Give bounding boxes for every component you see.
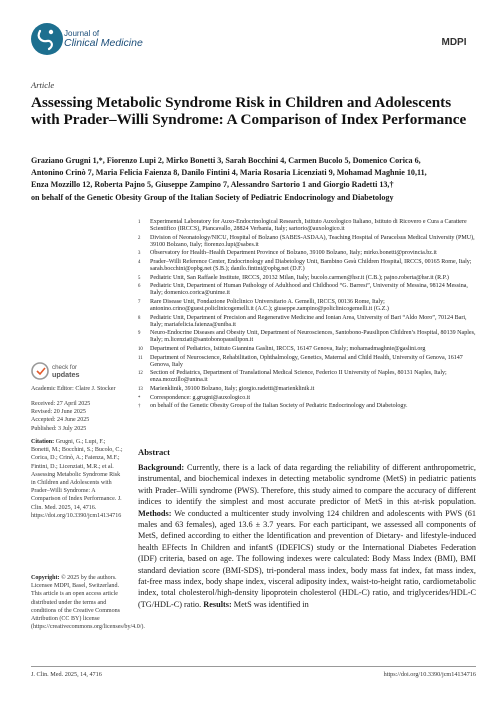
affiliation-number: 6 [138, 284, 141, 290]
affiliation-item [138, 403, 478, 410]
affiliation-item [138, 330, 478, 344]
check-updates-text-1: check for [52, 364, 78, 371]
affiliation-text: Prader–Willi Reference Center, Endocrinology and Diabetology Unit, Bambino Gesù Children Hospital, IRCCS, 00165 Rome, Italy; sarah.bocchini@opbg.net (S.B.); danilo.fintini@opbg.net (D.F.) [150, 258, 472, 273]
affiliation-item [138, 235, 478, 249]
article-title: Assessing Metabolic Syndrome Risk in Children and Adolescents with Prader–Willi Syndrome: A Comparison of Index Performance [31, 94, 467, 128]
affiliation-text: Correspondence: g.grugni@auxologico.it [150, 394, 251, 401]
copyright-block [31, 574, 145, 631]
footer-journal-ref: J. Clin. Med. 2025, 14, 4716 [31, 671, 102, 678]
affiliation-number: 11 [138, 355, 143, 361]
affiliation-text: Pediatric Unit, San Raffaele Institute, IRCCS, 20132 Milan, Italy; bucolo.carmen@hsr.it (C.B.); pajno.roberta@hsr.it (R.P.) [150, 274, 449, 281]
affiliation-text: Rare Disease Unit, Fondazione Policlinico Universitario A. Gemelli, IRCCS, 00136 Rome, Italy; antonino.crino@guest.policlinicogemelli.it (A.C.); giuseppe.zampino@policlinicogemelli.it (G.Z.) [150, 298, 389, 313]
affiliation-number: 3 [138, 251, 141, 257]
affiliation-number: 4 [138, 259, 141, 265]
copyright-text: © 2025 by the authors. Licensee MDPI, Basel, Switzerland. This article is an open access article distributed under the terms and conditions of the Creative Commons Attribution (CC BY) license (https://creativecommons.org/licenses/by/4.0/). [31, 575, 145, 631]
affiliation-item [138, 370, 478, 384]
footer-divider [31, 666, 476, 667]
methods-label: Methods: [138, 508, 172, 518]
affiliation-item [138, 283, 478, 297]
author-line-1[interactable]: Graziano Grugni 1,*, Fiorenzo Lupi 2, Mirko Bonetti 3, Sarah Bocchini 4, Carmen Bucolo 5, Domenico Corica 6, [31, 156, 421, 165]
affiliation-item [138, 259, 478, 273]
article-type: Article [31, 80, 55, 90]
affiliation-text: Experimental Laboratory for Auxo-Endocrinological Research, Istituto Auxologico Italiano, Istituto di Ricovero e Cura a Carattere Scientifico (IRCCS), Piancavallo, 28824 Verbania, Italy; sartorio@auxologico.it [150, 219, 467, 233]
affiliation-text: Section of Pediatrics, Department of Translational Medical Science, Federico II University of Naples, 80131 Naples, Italy; enza.mozzillo@unina.it [150, 370, 447, 384]
copyright-label: Copyright: [31, 575, 60, 581]
affiliation-text: Marienklinik, 39100 Bolzano, Italy; giorgio.radetti@marienklinik.it [150, 385, 315, 392]
affiliation-item [138, 395, 478, 402]
affiliation-number: 1 [138, 220, 141, 225]
affiliation-text: Division of Neonatology/NICU, Hospital of Bolzano (SABES-ASDAA), Teaching Hospital of Paracelsus Medical University (PMU), 39100 Bolzano, Italy; fiorenzo.lupi@sabes.it [150, 234, 475, 248]
affiliation-item [138, 299, 478, 313]
affiliation-item [138, 219, 478, 233]
published-date: Published: 3 July 2025 [31, 425, 87, 432]
affiliation-text: Observatory for Health–Health Department Province of Bolzano, 39100 Bolzano, Italy; mirko.bonetti@provincia.bz.it [150, 250, 437, 257]
methods-text: We conducted a multicenter study involving 124 children and adolescents with PWS (61 males and 63 females), aged 13.6 ± 3.7 years. For each participant, we assessed all components of MetS, defined according to either the Identification and prevention of Dietary- and lifestyle-induced health EFfects In Children and infantS (IDEFICS) study or the International Diabetes Federation (IDF) criteria, based on age. The following indexes were calculated: Body Mass Index (BMI), BMI standard deviation score (BMI-SDS), tri-ponderal mass index, body mass fat index, fat mass index, fat-free mass index, body shape index, visceral adiposity index, waist-to-height ratio, cardiometabolic index, total cholesterol/high-density lipoprotein cholesterol (HDL-C) ratio, and triglycerides/HDL-C (TG/HDL-C) ratio. [138, 508, 476, 609]
affiliation-item [138, 346, 478, 353]
journal-name [64, 30, 143, 49]
affiliation-number: † [138, 404, 141, 410]
affiliation-number: 12 [138, 371, 143, 377]
check-for-updates-badge[interactable] [31, 360, 111, 382]
abstract-heading: Abstract [138, 447, 170, 457]
affiliation-text: Department of Pediatrics, Istituto Giannina Gaslini, IRCCS, 16147 Genova, Italy; mohamadmaghnie@gaslini.org [150, 346, 426, 353]
affiliation-text: on behalf of the Genetic Obesity Group of the Italian Society of Pediatric Endocrinology and Diabetology. [150, 403, 408, 410]
affiliation-item [138, 315, 478, 329]
journal-name-line1: Journal of [64, 29, 100, 38]
background-text: Currently, there is a lack of data regarding the reliability of different anthropometric, instrumental, and biochemical indexes in detecting metabolic syndrome (MetS) in pediatric patients with Prader–Willi syndrome (PWS). Therefore, this study aimed to compare the accuracy of different indices to identify the simplest and most accurate predictor of MetS in this at-risk population. [138, 463, 476, 507]
affiliation-number: 10 [138, 347, 143, 353]
author-list [31, 155, 476, 204]
accepted-date: Accepted: 24 June 2025 [31, 417, 90, 424]
citation-text[interactable]: Grugni, G.; Lupi, F.; Bonetti, M.; Bocchini, S.; Bucolo, C.; Corica, D.; Crinò, A.; Faienza, M.F.; Fintini, D.; Licenziati, M.R.; et al. Assessing Metabolic Syndrome Risk in Children and Adolescents with Prader–Willi Syndrome: A Comparison of Index Performance. J. Clin. Med. 2025, 14, 4716. https://doi.org/10.3390/jcm14134716 [31, 439, 123, 519]
results-label: Results: [203, 599, 232, 609]
affiliation-number: * [138, 395, 141, 401]
affiliation-item [138, 355, 478, 369]
affiliation-text: Neuro-Endocrine Diseases and Obesity Unit, Department of Neurosciences, Santobono-Pausilipon Children’s Hospital, 80139 Naples, Italy; m.licenziati@santobonopausilipon.it [150, 330, 476, 344]
journal-logo-icon [30, 22, 64, 56]
affiliations-list [138, 219, 478, 412]
affiliation-item [138, 386, 478, 393]
check-updates-text-2: updates [52, 370, 80, 379]
affiliation-text: Pediatric Unit, Department of Human Pathology of Adulthood and Childhood “G. Barresi”, University of Messina, 98124 Messina, Italy; domenico.corica@unime.it [150, 283, 468, 297]
received-date: Received: 27 April 2025 [31, 401, 91, 407]
revised-date: Revised: 20 June 2025 [31, 409, 86, 416]
citation-label: Citation: [31, 439, 55, 445]
mdpi-logo-icon [436, 32, 472, 50]
affiliation-number: 5 [138, 275, 141, 281]
refresh-icon [32, 363, 48, 379]
journal-name-line2: Clinical Medicine [64, 37, 143, 50]
citation-block [31, 438, 123, 520]
affiliation-number: 9 [138, 331, 141, 337]
author-line-4: on behalf of the Genetic Obesity Group of the Italian Society of Pediatric Endocrinology and Diabetology [31, 192, 394, 202]
abstract-body [138, 462, 476, 610]
background-label: Background: [138, 463, 185, 472]
affiliation-number: 8 [138, 315, 141, 321]
footer-doi-link[interactable]: https://doi.org/10.3390/jcm14134716 [383, 671, 476, 678]
dates-block [31, 400, 123, 433]
affiliation-number: 7 [138, 299, 141, 305]
affiliation-item [138, 275, 478, 282]
affiliation-number: 2 [138, 235, 141, 241]
author-line-2[interactable]: Antonino Crinò 7, Maria Felicia Faienza 8, Danilo Fintini 4, Maria Rosaria Licenziati 9, Mohamad Maghnie 10,11, [31, 168, 427, 178]
author-line-3[interactable]: Enza Mozzillo 12, Roberta Pajno 5, Giuseppe Zampino 7, Alessandro Sartorio 1 and Giorgio Radetti 13,† [31, 180, 394, 190]
results-text: MetS was identified in [233, 599, 309, 609]
affiliation-text: Department of Neuroscience, Rehabilitation, Ophthalmology, Genetics, Maternal and Child Health, University of Genova, 16147 Genova, Italy [150, 354, 463, 368]
affiliation-number: 13 [138, 386, 143, 392]
affiliation-text: Pediatric Unit, Department of Precision and Regenerative Medicine and Ionian Area, University of Bari “Aldo Moro”, 70124 Bari, Italy; mariafelicia.faienza@uniba.it [150, 314, 467, 328]
publisher-label: MDPI [441, 37, 467, 48]
affiliation-item [138, 250, 478, 257]
academic-editor: Academic Editor: Claire J. Stocker [31, 386, 116, 392]
